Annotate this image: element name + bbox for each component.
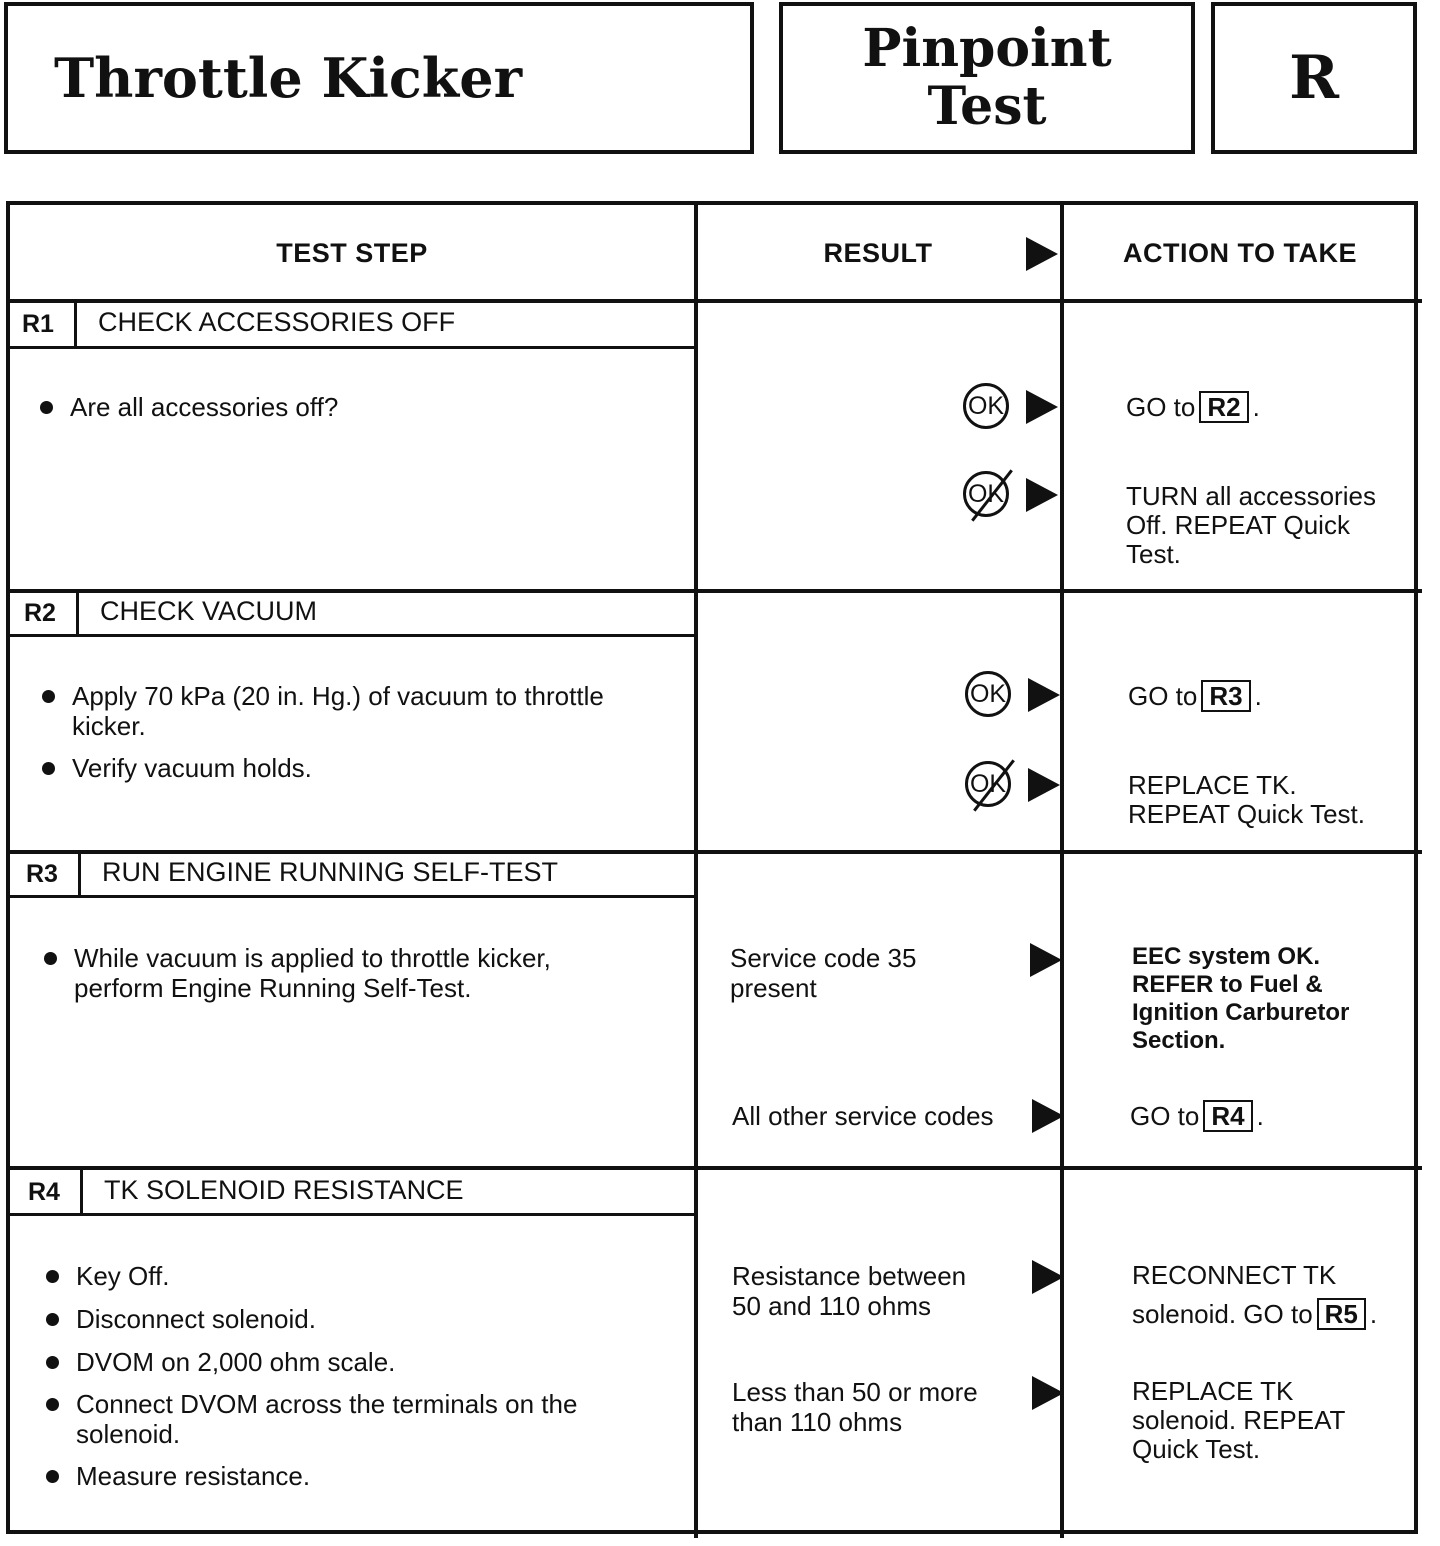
r2-step-title: CHECK VACUUM [100,596,318,626]
result-header-label: RESULT [823,237,933,268]
r2-action-not-ok: REPLACE TK. REPEAT Quick Test. [1128,770,1365,829]
r4-ref-box: R5 [1317,1298,1366,1330]
r4-step-title: TK SOLENOID RESISTANCE [104,1175,464,1205]
r1-ok-arrow-icon [1026,390,1058,424]
r1-step-title: CHECK ACCESSORIES OFF [98,307,456,337]
r4-result-1-arrow-icon [1032,1260,1064,1294]
column-header-result [698,205,1062,301]
r3-label-divider [78,852,81,897]
r2-ok-icon: OK [965,671,1011,717]
bullet-icon [42,762,55,775]
result-arrow-icon [1026,237,1058,271]
r3-step-label: R3 [26,860,58,888]
r4-result-2-arrow-icon [1032,1376,1064,1410]
r3-bullet-1-cont: perform Engine Running Self-Test. [74,973,472,1003]
r3-result-2-arrow-icon [1032,1099,1064,1133]
r3-result-1-arrow-icon [1030,943,1062,977]
r3-action-2: GO to R4 . [1130,1101,1264,1131]
r3-row-divider [10,1166,1422,1170]
r4-title-divider [10,1213,698,1216]
r1-ok-icon: OK [963,383,1009,429]
r3-ref-box: R4 [1203,1100,1252,1132]
r1-not-ok-arrow-icon [1026,478,1058,512]
bullet-icon [44,952,57,965]
r3-result-1: Service code 35 present [730,943,917,1003]
r4-action-2: REPLACE TK solenoid. REPEAT Quick Test. [1132,1376,1346,1464]
r1-row-divider [10,589,1422,593]
r2-not-ok-icon: OK [965,761,1011,807]
r4-result-1: Resistance between 50 and 110 ohms [732,1261,967,1321]
r1-title-divider [10,346,694,349]
header-divider [10,299,1422,303]
bullet-icon [46,1270,59,1283]
r4-label-divider [80,1168,83,1215]
r2-action-ok: GO to R3 . [1128,681,1262,711]
r4-action-1: RECONNECT TK solenoid. GO to R5 . [1132,1260,1378,1329]
r2-ref-box: R3 [1201,680,1250,712]
bullet-icon [42,690,55,703]
pinpoint-test-table: TEST STEP RESULT ACTION TO TAKE R1 CHECK ACCESSORIES OFF Are all accessories off? OK GO to R2 . OK TURN all accessories Off. REPEAT Quick Test. R2 CHECK VACUUM Apply 70 kPa (20 in. Hg.) of vacuum to throttle kicker. Verify vacuum holds. OK GO to R3 . OK REPLACE TK. REPEAT Quick Test. R3 RUN ENGINE RUNNING SELF-TEST While vacuum is applied to throttle kicker, perform Engine Running Self-Test. Service code 35 present EEC system OK. REFER to Fuel & Ignition Carburetor Section. All other service codes GO to R4 . R4 TK SOLENOID RESISTANCE Key Off. Disconnect solenoid. DVOM on 2,000 ohm scale. Connect DVOM across the terminals on the solenoid. Measure resistance. Resistance between 50 and 110 ohms RECONNECT TK solenoid. GO to R5 . Less than 50 or more than 110 ohms REPLACE TK solenoid. REPEAT Quick Test. [6,201,1418,1534]
r4-step-label: R4 [28,1178,60,1206]
r2-title-divider [10,634,694,637]
r1-action-not-ok: TURN all accessories Off. REPEAT Quick Test. [1126,481,1376,569]
r3-action-1: EEC system OK. REFER to Fuel & Ignition Carburetor Section. [1132,943,1350,1054]
r2-row-divider [10,850,1422,854]
page-title: Throttle Kicker [4,2,754,154]
r2-label-divider [76,591,79,636]
r3-step-title: RUN ENGINE RUNNING SELF-TEST [102,857,559,887]
column-header-action: ACTION TO TAKE [1123,237,1357,268]
bullet-icon [46,1470,59,1483]
r4-bullet-4-cont: solenoid. [76,1419,181,1449]
pinpoint-test-box [779,2,1195,154]
r2-not-ok-arrow-icon [1028,768,1060,802]
column-divider-1 [694,205,698,1538]
test-label: Test [927,76,1047,137]
bullet-icon [40,401,53,414]
column-divider-2 [1060,205,1064,1538]
r1-label-divider [74,301,77,347]
r1-not-ok-icon: OK [963,471,1009,517]
r1-ref-box: R2 [1199,391,1248,423]
r2-step-label: R2 [24,599,56,627]
r4-result-2: Less than 50 or more than 110 ohms [732,1377,978,1437]
bullet-icon [46,1398,59,1411]
r2-ok-arrow-icon [1028,678,1060,712]
column-header-test-step: TEST STEP [276,237,428,268]
bullet-icon [46,1356,59,1369]
test-letter: R [1211,2,1417,154]
r3-result-2: All other service codes [732,1101,994,1131]
r1-action-ok: GO to R2 . [1126,392,1260,422]
bullet-icon [46,1313,59,1326]
r1-step-label: R1 [22,310,54,338]
r2-bullet-1-cont: kicker. [72,711,146,741]
r3-title-divider [10,895,696,898]
pinpoint-label: Pinpoint [862,18,1112,79]
